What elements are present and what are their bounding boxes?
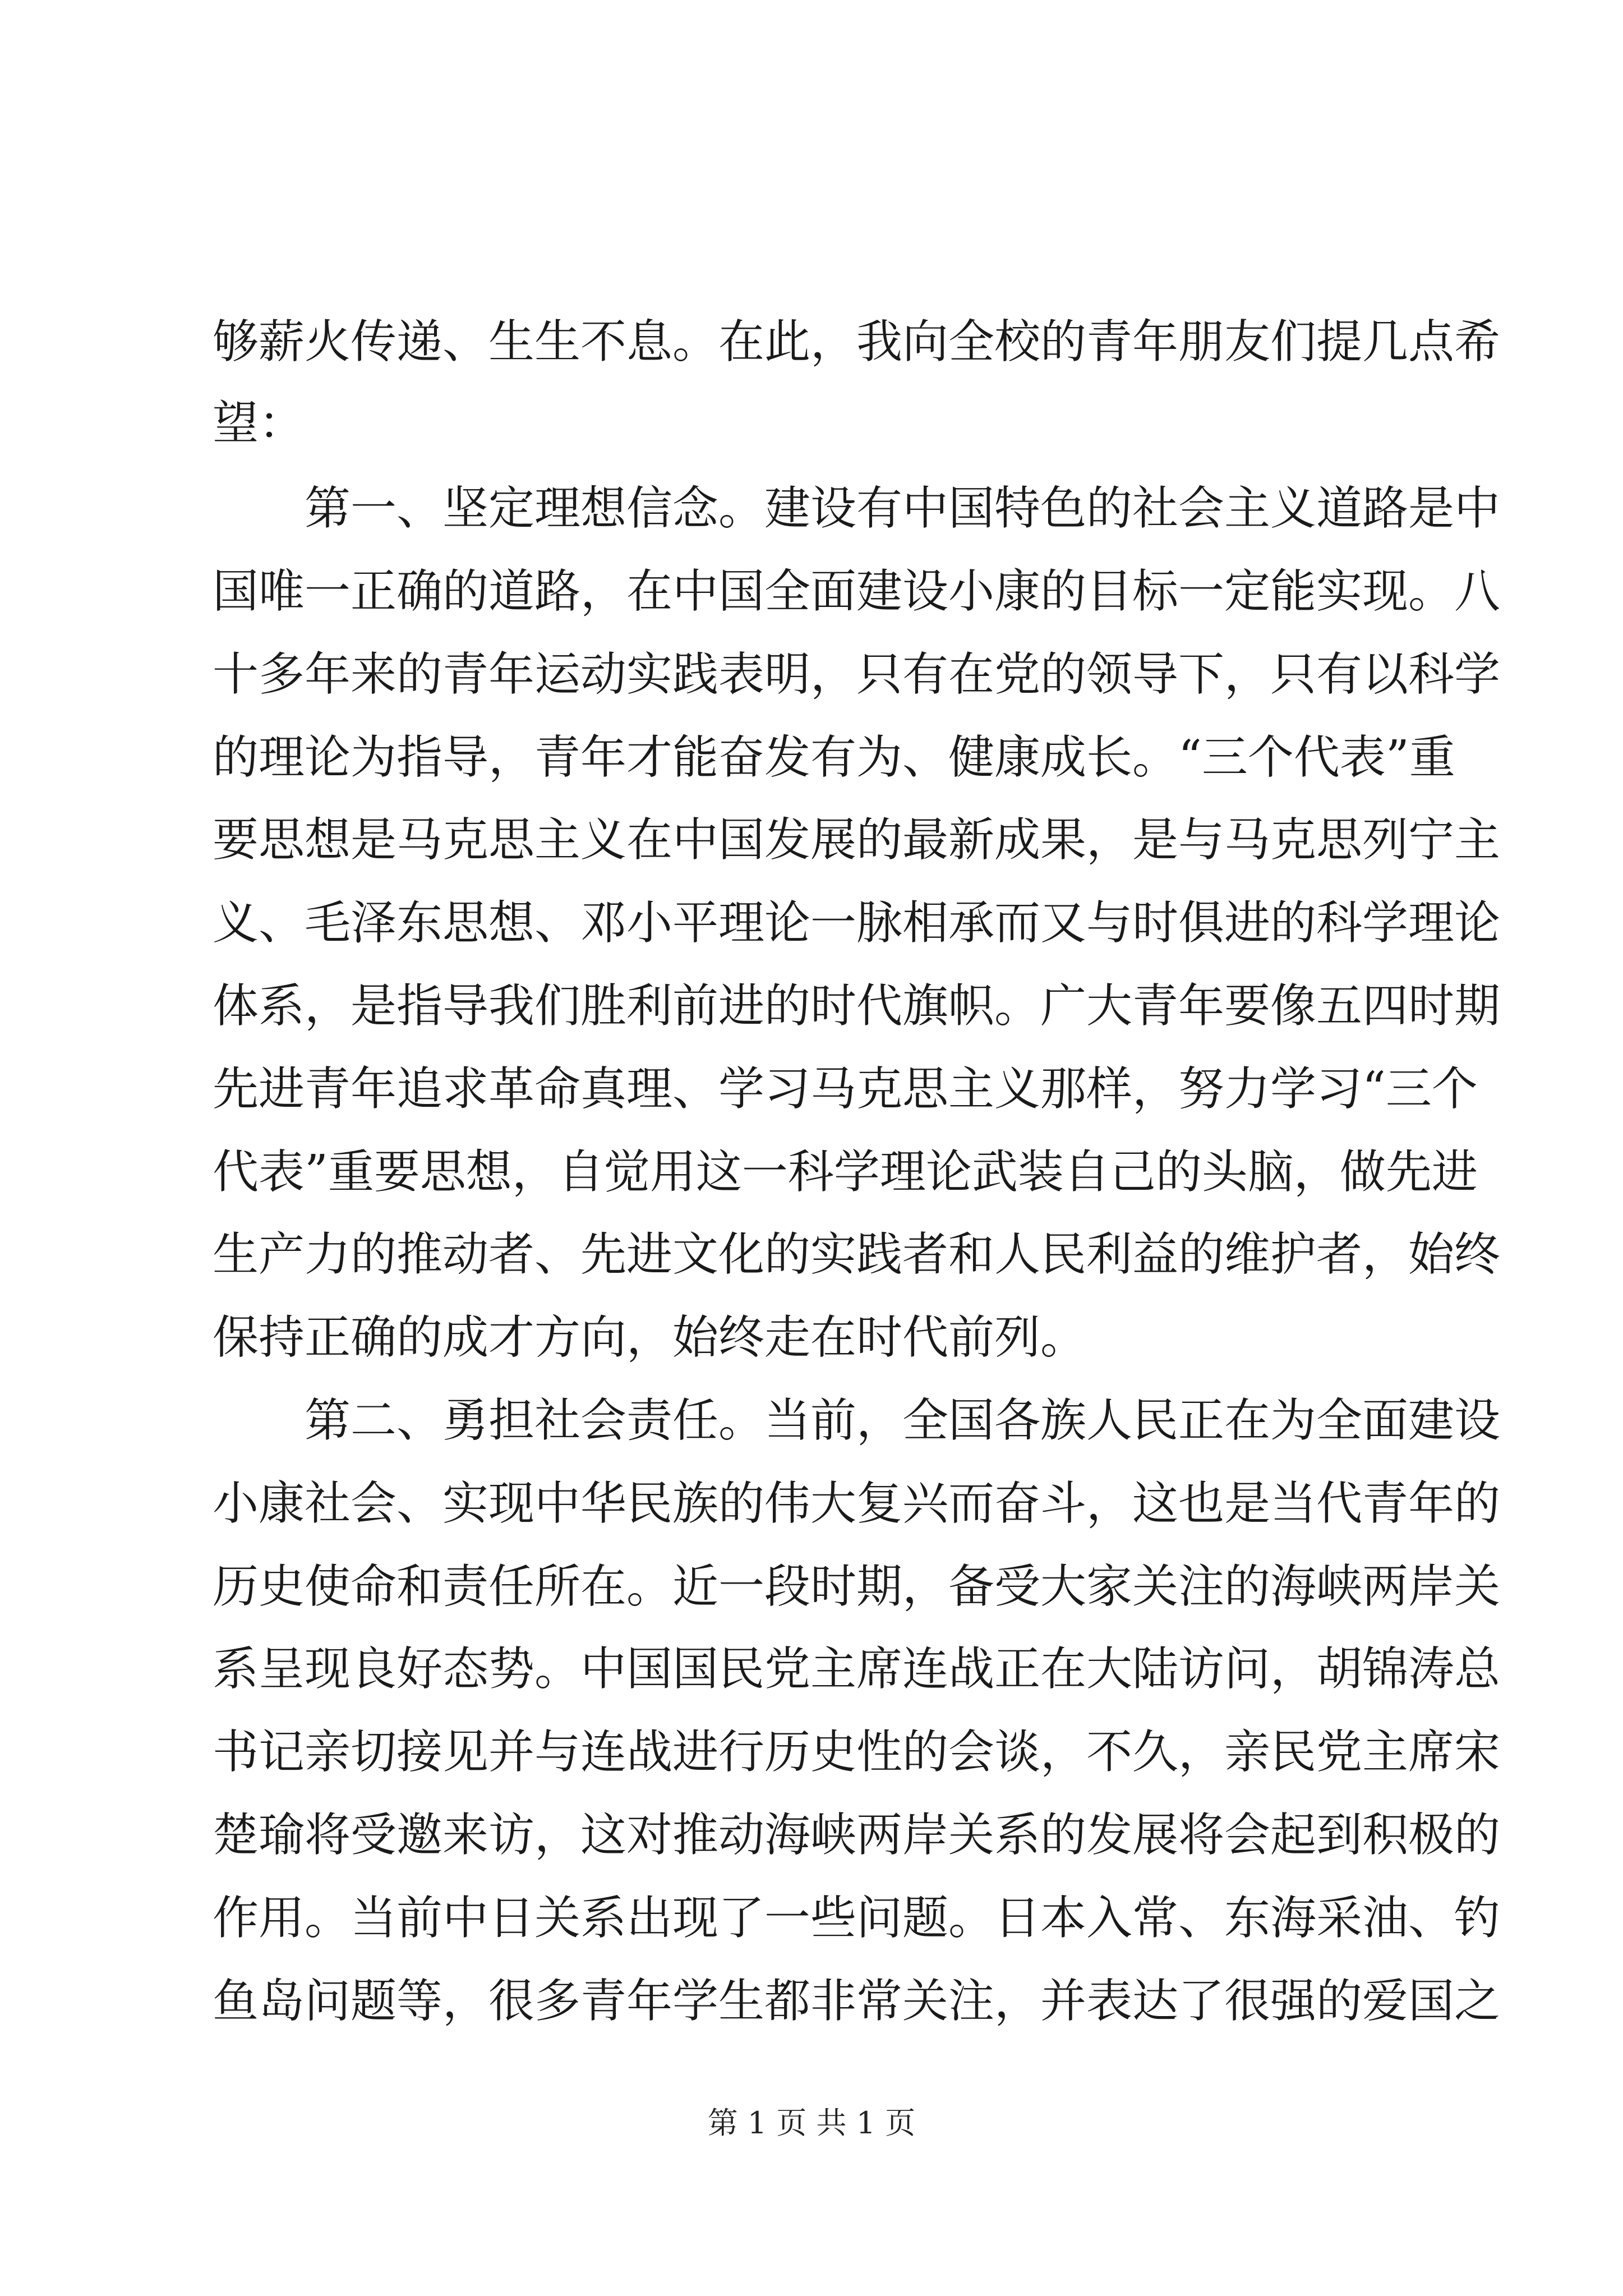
text-line: 国唯一正确的道路，在中国全面建设小康的目标一定能实现。八 <box>213 565 1501 618</box>
text-line: 的理论为指导，青年才能奋发有为、健康成长。“三个代表”重 <box>213 731 1455 784</box>
text-line: 代表”重要思想，自觉用这一科学理论武装自己的头脑，做先进 <box>213 1145 1478 1199</box>
paragraph-first-line: 第一、坚定理想信念。建设有中国特色的社会主义道路是中 <box>305 482 1501 535</box>
page-number-footer: 第 1 页 共 1 页 <box>707 2105 916 2141</box>
paragraph-first-line: 第二、勇担社会责任。当前，全国各族人民正在为全面建设 <box>305 1394 1501 1447</box>
text-line: 望： <box>213 397 305 450</box>
text-line: 鱼岛问题等，很多青年学生都非常关注，并表达了很强的爱国之 <box>213 1975 1501 2028</box>
text-line: 系呈现良好态势。中国国民党主席连战正在大陆访问，胡锦涛总 <box>213 1642 1501 1696</box>
text-line: 体系，是指导我们胜利前进的时代旗帜。广大青年要像五四时期 <box>213 979 1501 1033</box>
text-line: 先进青年追求革命真理、学习马克思主义那样，努力学习“三个 <box>213 1062 1478 1116</box>
text-line: 要思想是马克思主义在中国发展的最新成果，是与马克思列宁主 <box>213 813 1501 867</box>
text-line: 义、毛泽东思想、邓小平理论一脉相承而又与时俱进的科学理论 <box>213 896 1501 950</box>
text-line: 历史使命和责任所在。近一段时期，备受大家关注的海峡两岸关 <box>213 1560 1501 1613</box>
text-line: 小康社会、实现中华民族的伟大复兴而奋斗，这也是当代青年的 <box>213 1477 1501 1530</box>
text-line: 十多年来的青年运动实践表明，只有在党的领导下，只有以科学 <box>213 648 1501 701</box>
text-line: 生产力的推动者、先进文化的实践者和人民利益的维护者，始终 <box>213 1228 1501 1281</box>
text-line: 楚瑜将受邀来访，这对推动海峡两岸关系的发展将会起到积极的 <box>213 1809 1501 1862</box>
text-line: 保持正确的成才方向，始终走在时代前列。 <box>213 1311 1087 1364</box>
text-line: 够薪火传递、生生不息。在此，我向全校的青年朋友们提几点希 <box>213 315 1501 369</box>
text-line: 书记亲切接见并与连战进行历史性的会谈，不久，亲民党主席宋 <box>213 1726 1501 1779</box>
text-line: 作用。当前中日关系出现了一些问题。日本入常、东海采油、钓 <box>213 1892 1501 1945</box>
